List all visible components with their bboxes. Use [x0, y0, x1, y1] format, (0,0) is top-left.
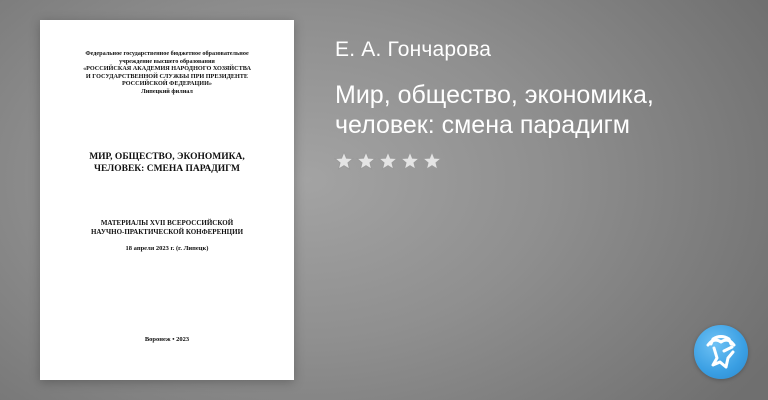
book-title-line: человек: смена парадигм	[335, 111, 630, 139]
cover-materials	[58, 219, 276, 237]
cover-materials-line: НАУЧНО-ПРАКТИЧЕСКОЙ КОНФЕРЕНЦИИ	[90, 228, 244, 236]
cover-title-line: МИР, ОБЩЕСТВО, ЭКОНОМИКА,	[89, 152, 245, 162]
cover-header-line: И ГОСУДАРСТВЕННОЙ СЛУЖБЫ ПРИ ПРЕЗИДЕНТЕ	[85, 72, 249, 80]
cover-title	[58, 151, 276, 175]
cover-publisher-header	[62, 50, 272, 96]
book-cover[interactable]	[40, 20, 294, 380]
cover-header-line: Липецкий филиал	[141, 87, 193, 95]
cover-title-line: ЧЕЛОВЕК: СМЕНА ПАРАДИГМ	[93, 164, 241, 174]
star-icon[interactable]	[378, 151, 398, 171]
cover-city-year: Воронеж • 2023	[144, 336, 190, 343]
cover-header-line: Федеральное государственное бюджетное образовательное	[85, 50, 249, 57]
star-icon[interactable]	[422, 151, 442, 171]
star-icon[interactable]	[334, 151, 354, 171]
star-icon[interactable]	[356, 151, 376, 171]
cover-date: 18 апреля 2023 г. (г. Липецк)	[125, 245, 209, 252]
book-title-line: Мир, общество, экономика,	[335, 81, 654, 109]
book-title	[335, 80, 745, 140]
cover-header-line: учреждение высшего образования	[119, 57, 215, 65]
star-icon[interactable]	[400, 151, 420, 171]
cover-header-line: РОССИЙСКОЙ ФЕДЕРАЦИИ»	[122, 80, 212, 88]
cover-header-line: «РОССИЙСКАЯ АКАДЕМИЯ НАРОДНОГО ХОЗЯЙСТВА	[83, 65, 251, 73]
reading-cowboy-icon[interactable]	[694, 325, 748, 379]
star-rating[interactable]	[334, 151, 442, 177]
author-name[interactable]: Е. А. Гончарова	[335, 38, 492, 61]
cover-materials-line: МАТЕРИАЛЫ XVII ВСЕРОССИЙСКОЙ	[100, 219, 234, 227]
